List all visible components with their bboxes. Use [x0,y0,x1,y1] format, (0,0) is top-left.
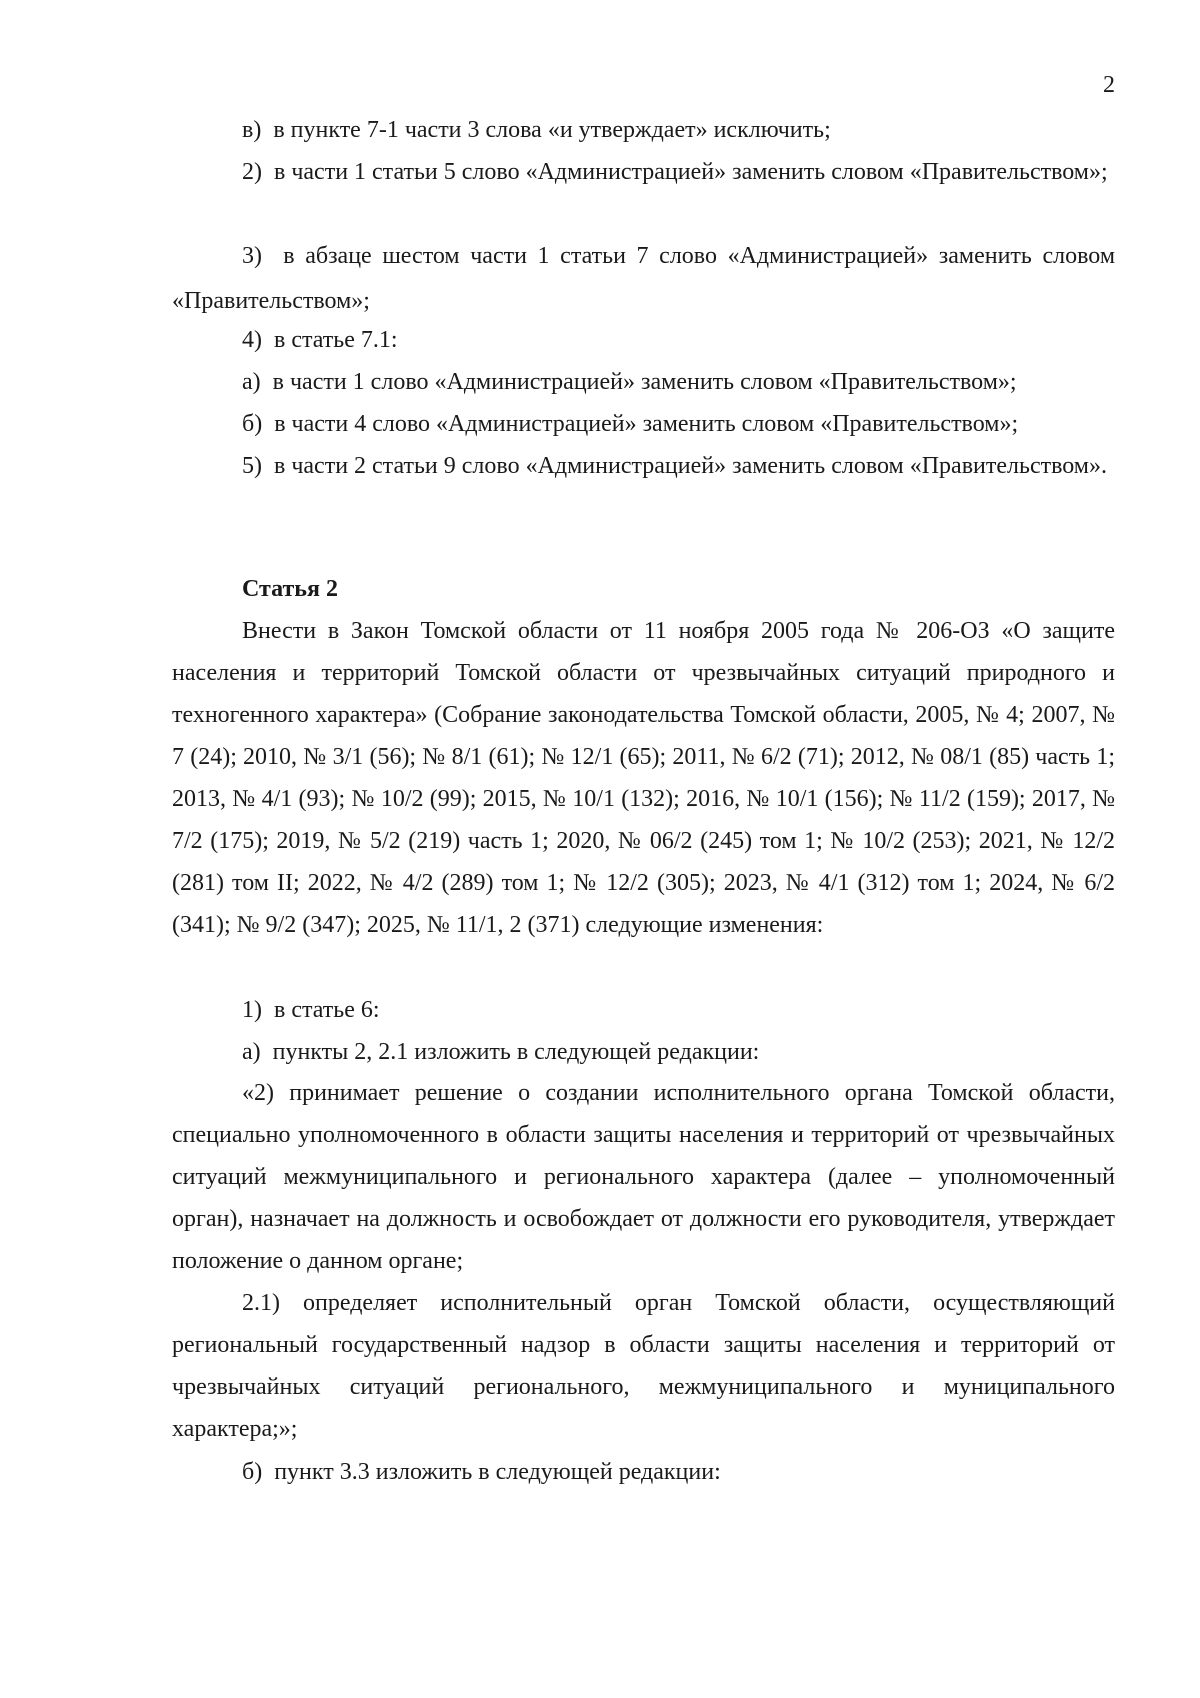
paragraph-item-1b: б) пункт 3.3 изложить в следующей редакции: [242,1459,721,1485]
paragraph-amendment-4: 4) в статье 7.1: [242,327,398,353]
paragraph-quoted-2-1: 2.1) определяет исполнительный орган Томской области, осуществляющий региональный государственный надзор в области защиты населения и территорий от чрезвычайных ситуаций регионального, межмуниципального и муниципального характера;»; [172,1290,1115,1442]
paragraph-amendment-5: 5) в части 2 статьи 9 слово «Администрацией» заменить словом «Правительством». [242,453,1107,479]
paragraph-quoted-2: «2) принимает решение о создании исполнительного органа Томской области, специально уполномоченного в области защиты населения и территорий от чрезвычайных ситуаций межмуниципального и регионального характера (далее – уполномоченный орган), назначает на должность и освобождает от должности его руководителя, утверждает положение о данном органе; [172,1080,1115,1274]
article-heading: Статья 2 [242,576,338,602]
page-number: 2 [1103,72,1115,98]
paragraph-amendment-3: 3) в абзаце шестом части 1 статьи 7 слово «Администрацией» заменить словом «Правительством»; [172,243,1115,314]
paragraph-amendment-4b: б) в части 4 слово «Администрацией» заменить словом «Правительством»; [242,411,1019,437]
paragraph-amendment-v: в) в пункте 7-1 части 3 слова «и утверждает» исключить; [242,117,831,143]
paragraph-item-1a: а) пункты 2, 2.1 изложить в следующей редакции: [242,1039,760,1065]
paragraph-amendment-2: 2) в части 1 статьи 5 слово «Администрацией» заменить словом «Правительством»; [242,159,1108,185]
paragraph-article-2-intro: Внести в Закон Томской области от 11 ноября 2005 года № 206-ОЗ «О защите населения и территорий Томской области от чрезвычайных ситуаций природного и техногенного характера» (Собрание законодательства Томской области, 2005, № 4; 2007, № 7 (24); 2010, № 3/1 (56); № 8/1 (61); № 12/1 (65); 2011, № 6/2 (71); 2012, № 08/1 (85) часть 1; 2013, № 4/1 (93); № 10/2 (99); 2015, № 10/1 (132); 2016, № 10/1 (156); № 11/2 (159); 2017, № 7/2 (175); 2019, № 5/2 (219) часть 1; 2020, № 06/2 (245) том 1; № 10/2 (253); 2021, № 12/2 (281) том II; 2022, № 4/2 (289) том 1; № 12/2 (305); 2023, № 4/1 (312) том 1; 2024, № 6/2 (341); № 9/2 (347); 2025, № 11/1, 2 (371) следующие изменения: [172,618,1115,938]
paragraph-item-1: 1) в статье 6: [242,997,380,1023]
paragraph-amendment-4a: а) в части 1 слово «Администрацией» заменить словом «Правительством»; [242,369,1017,395]
